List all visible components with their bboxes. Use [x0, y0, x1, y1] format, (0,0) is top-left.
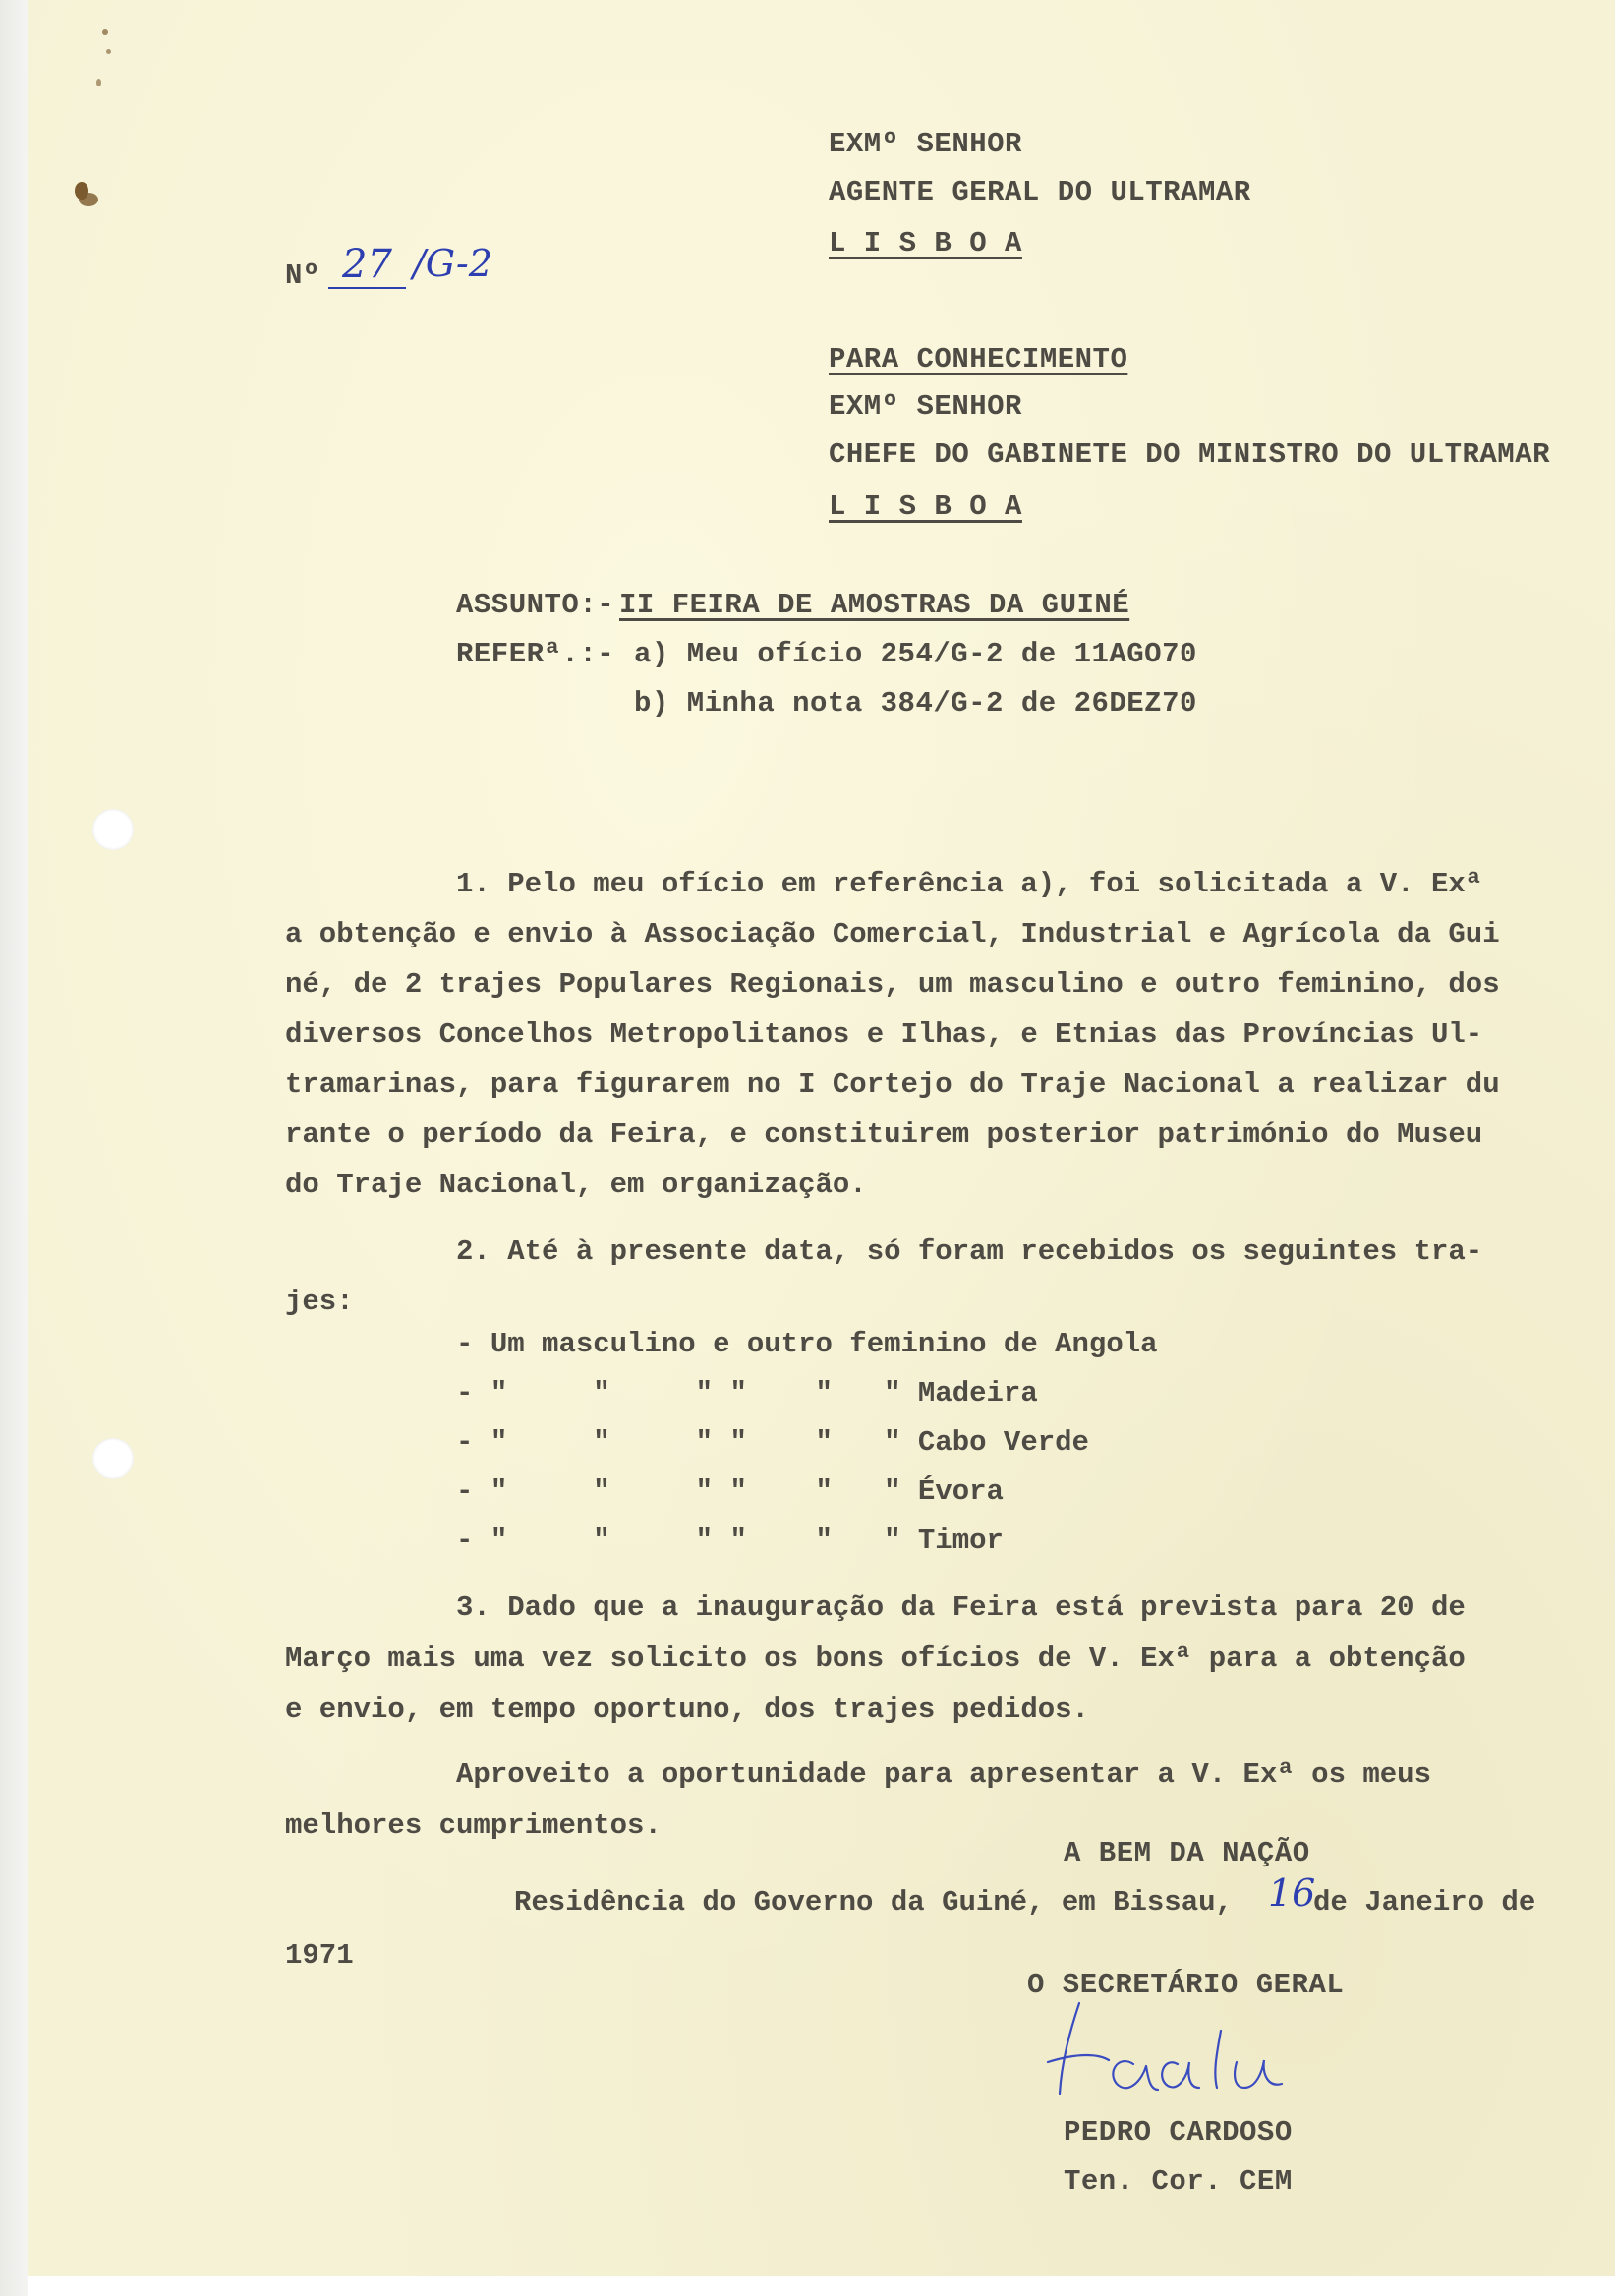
- signatory-name: PEDRO CARDOSO: [1064, 2116, 1293, 2149]
- stain-mark: [79, 193, 98, 206]
- text-line: 2. Até à presente data, só foram recebidos os seguintes tra-: [285, 1235, 1483, 1268]
- ref-b: b) Minha nota 384/G-2 de 26DEZ70: [634, 687, 1197, 719]
- addressee-line: EXMº SENHOR: [829, 128, 1022, 160]
- stain-mark: [102, 29, 108, 35]
- text-line: melhores cumprimentos.: [285, 1809, 662, 1842]
- text-line: diversos Concelhos Metropolitanos e Ilhas, e Etnias das Províncias Ul-: [285, 1018, 1483, 1051]
- stain-mark: [106, 49, 111, 54]
- punch-hole: [92, 809, 134, 850]
- ref-prefix: Nº: [285, 259, 320, 292]
- signature: [1040, 1993, 1374, 2101]
- text-line: 3. Dado que a inauguração da Feira está prevista para 20 de: [285, 1591, 1466, 1624]
- text-line: Março mais uma vez solicito os bons ofícios de V. Exª para a obtenção: [285, 1642, 1466, 1675]
- year: 1971: [285, 1939, 354, 1972]
- addressee-line: AGENTE GERAL DO ULTRAMAR: [829, 176, 1251, 208]
- text-line: 1. Pelo meu ofício em referência a), foi solicitada a V. Exª: [285, 868, 1483, 900]
- ref-a: a) Meu ofício 254/G-2 de 11AGO70: [634, 638, 1197, 670]
- addressee-city: L I S B O A: [829, 227, 1022, 259]
- cc-label: PARA CONHECIMENTO: [829, 343, 1128, 375]
- subject-text: II FEIRA DE AMOSTRAS DA GUINÉ: [619, 589, 1130, 621]
- text-line: jes:: [285, 1286, 354, 1318]
- list-item: - Um masculino e outro feminino de Angola: [285, 1328, 1158, 1360]
- addressee-line: CHEFE DO GABINETE DO MINISTRO DO ULTRAMAR: [829, 438, 1551, 471]
- scan-edge: [0, 0, 28, 2296]
- text-line: a obtenção e envio à Associação Comercial, Industrial e Agrícola da Gui: [285, 918, 1500, 950]
- list-item: - " " " " " " Madeira: [285, 1377, 1038, 1409]
- text-line: rante o período da Feira, e constituirem posterior património do Museu: [285, 1119, 1483, 1151]
- text-line: tramarinas, para figurarem no I Cortejo do Traje Nacional a realizar du: [285, 1068, 1500, 1101]
- signatory-rank: Ten. Cor. CEM: [1064, 2165, 1293, 2198]
- punch-hole: [92, 1438, 134, 1479]
- text-line: né, de 2 trajes Populares Regionais, um masculino e outro feminino, dos: [285, 968, 1500, 1001]
- ref-number-handwritten: 27: [328, 242, 406, 289]
- text-line: Aproveito a oportunidade para apresentar a V. Exª os meus: [285, 1758, 1431, 1791]
- signature-scribble: [1040, 1993, 1374, 2101]
- day-handwritten: 16: [1268, 1871, 1316, 1915]
- text-line: e envio, em tempo oportuno, dos trajes pedidos.: [285, 1693, 1089, 1726]
- motto: A BEM DA NAÇÃO: [1064, 1837, 1310, 1869]
- signatory-title: O SECRETÁRIO GERAL: [1027, 1969, 1345, 2001]
- refs-label: REFERª.:-: [456, 638, 615, 670]
- document-page: [28, 0, 1615, 2276]
- stain-mark: [96, 79, 101, 86]
- list-item: - " " " " " " Cabo Verde: [285, 1426, 1089, 1459]
- subject-label: ASSUNTO:-: [456, 589, 615, 621]
- place-suffix: de Janeiro de: [1313, 1886, 1536, 1919]
- list-item: - " " " " " " Timor: [285, 1524, 1004, 1557]
- ref-suffix-handwritten: /G-2: [413, 242, 492, 285]
- list-item: - " " " " " " Évora: [285, 1475, 1004, 1508]
- addressee-city: L I S B O A: [829, 490, 1022, 523]
- place-prefix: Residência do Governo da Guiné, em Bissau,: [514, 1886, 1233, 1919]
- addressee-line: EXMº SENHOR: [829, 390, 1022, 423]
- text-line: do Traje Nacional, em organização.: [285, 1169, 867, 1201]
